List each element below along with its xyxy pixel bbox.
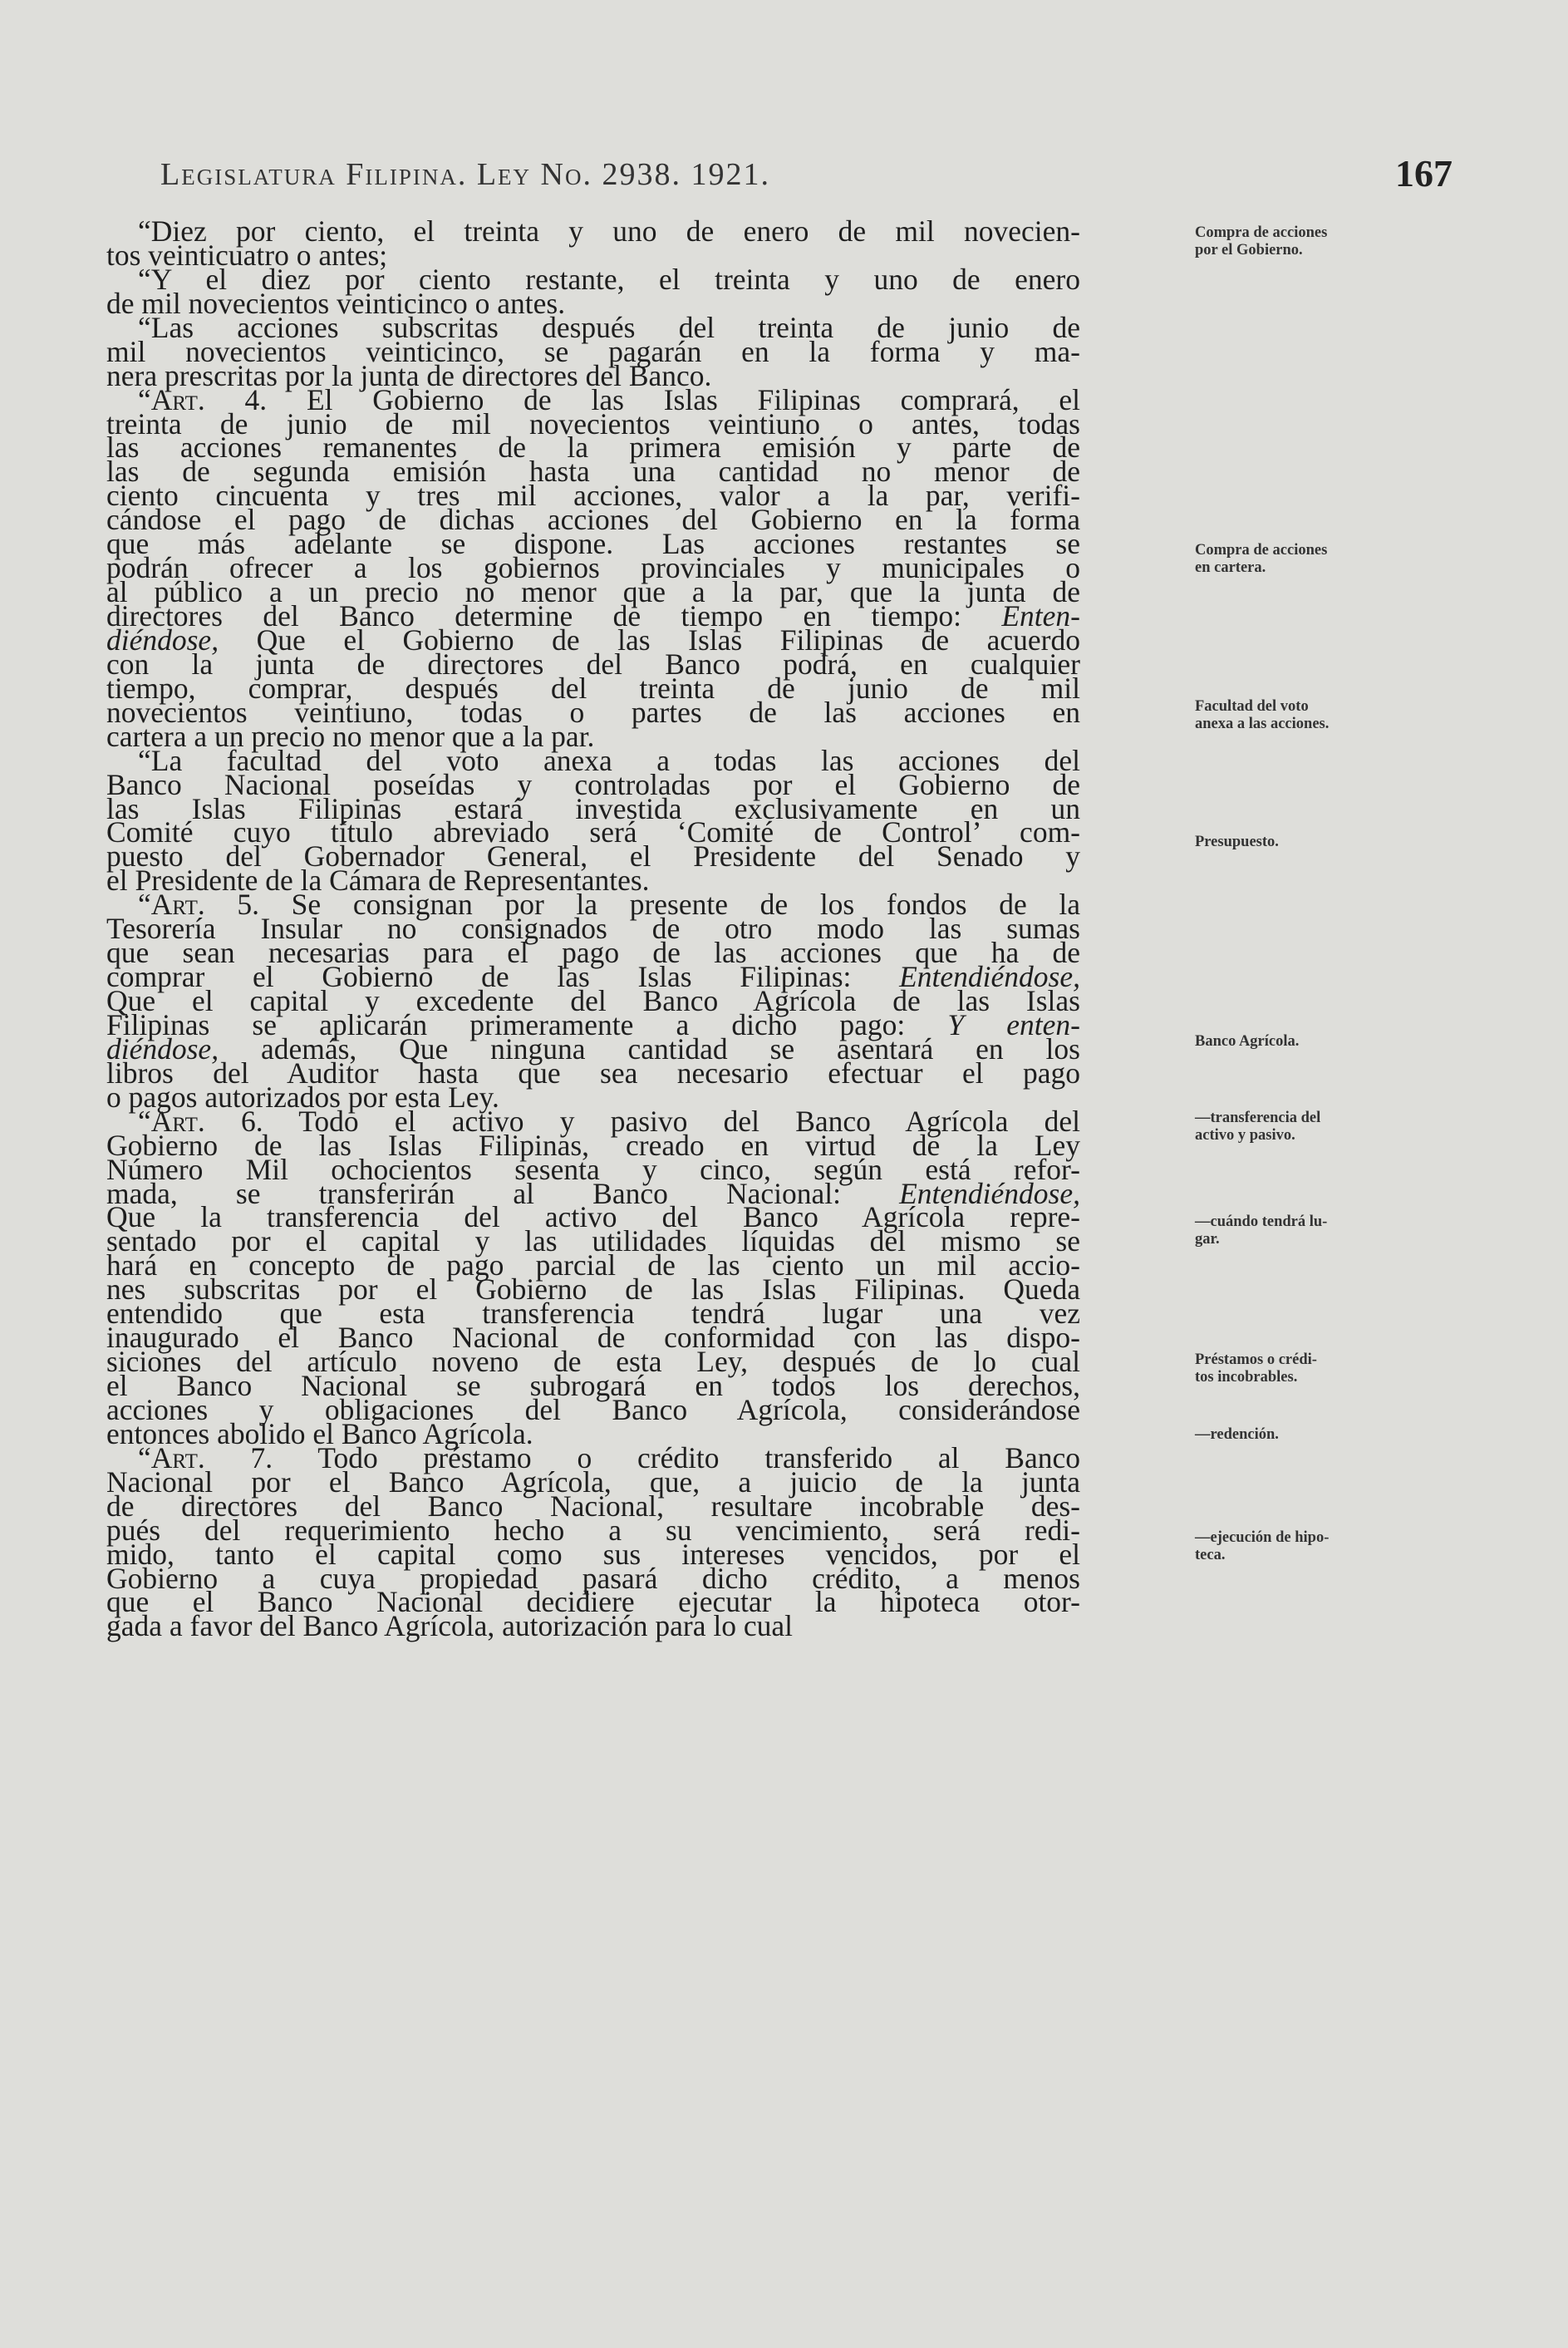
margin-note-line: Compra de acciones	[1195, 542, 1328, 559]
text-line: Que la transferencia del activo del Banco Agrícola repre-	[106, 1200, 1080, 1234]
margin-note-line: Préstamos o crédi-	[1195, 1351, 1317, 1368]
margin-note	[1195, 834, 1436, 851]
text-line: que más adelante se dispone. Las acciones restantes se	[106, 527, 1080, 561]
text-line: comprar el Gobierno de las Islas Filipinas: Entendiéndose,	[106, 960, 1080, 994]
text-line: gada a favor del Banco Agrícola, autorización para lo cual	[106, 1609, 793, 1643]
text-line: acciones y obligaciones del Banco Agrícola, considerándose	[106, 1392, 1080, 1426]
margin-note-line: —cuándo tendrá lu-	[1195, 1213, 1328, 1230]
margin-note-line: Compra de acciones	[1195, 224, 1328, 241]
margin-note-line: gar.	[1195, 1231, 1220, 1248]
margin-note	[1195, 1426, 1436, 1444]
text-line: que el Banco Nacional decidiere ejecutar la hipoteca otor-	[106, 1585, 1080, 1619]
text-line: o pagos autorizados por esta Ley.	[106, 1080, 499, 1114]
body-text	[106, 214, 1330, 1643]
margin-note	[1195, 1110, 1436, 1144]
margin-note-line: por el Gobierno.	[1195, 242, 1303, 258]
text-line: “Art. 6. Todo el activo y pasivo del Banco Agrícola del	[138, 1104, 1080, 1138]
text-line: hará en concepto de pago parcial de las ciento un mil accio-	[106, 1248, 1080, 1282]
text-line: novecientos veintiuno, todas o partes de las acciones en	[106, 695, 1080, 729]
margin-note-line: teca.	[1195, 1547, 1226, 1563]
text-line: “Y el diez por ciento restante, el treinta y uno de enero	[138, 262, 1080, 296]
text-line: Número Mil ochocientos sesenta y cinco, según está refor-	[106, 1152, 1080, 1186]
margin-note	[1195, 1351, 1436, 1386]
text-line: Gobierno a cuya propiedad pasará dicho crédito, a menos	[106, 1561, 1080, 1595]
text-line: siciones del artículo noveno de esta Ley, después de lo cual	[106, 1345, 1080, 1379]
text-line: nes subscritas por el Gobierno de las Islas Filipinas. Queda	[106, 1272, 1080, 1307]
text-line: al público a un precio no menor que a la par, que la junta de	[106, 575, 1080, 609]
margin-note	[1195, 1529, 1436, 1564]
text-line: diéndose, además, Que ninguna cantidad se asentará en los	[106, 1031, 1080, 1066]
text-line: el Banco Nacional se subrogará en todos los derechos,	[106, 1369, 1080, 1402]
margin-note	[1195, 698, 1436, 733]
margin-note-line: Facultad del voto	[1195, 698, 1309, 715]
text-line: Tesorería Insular no consignados de otro modo las sumas	[106, 912, 1080, 946]
page-header	[160, 152, 1452, 203]
text-line: las de segunda emisión hasta una cantidad no menor de	[106, 455, 1080, 489]
text-line: el Presidente de la Cámara de Representantes.	[106, 864, 650, 898]
margin-note	[1195, 542, 1436, 577]
page-number: 167	[1395, 152, 1452, 194]
text-line: con la junta de directores del Banco podrá, en cualquier	[106, 647, 1080, 681]
margin-note	[1195, 1033, 1436, 1051]
text-line: Filipinas se aplicarán primeramente a dicho pago: Y enten-	[106, 1007, 1080, 1041]
text-line: tos veinticuatro o antes;	[106, 238, 388, 272]
text-line: “Art. 5. Se consignan por la presente de los fondos de la	[138, 888, 1080, 922]
text-line: las acciones remanentes de la primera emisión y parte de	[106, 431, 1080, 465]
text-line: cándose el pago de dichas acciones del Gobierno en la forma	[106, 503, 1080, 537]
text-line: podrán ofrecer a los gobiernos provinciales y municipales o	[106, 551, 1080, 585]
text-line: nera prescritas por la junta de directores del Banco.	[106, 358, 712, 392]
text-line: que sean necesarias para el pago de las acciones que ha de	[106, 936, 1080, 970]
text-line: “Art. 7. Todo préstamo o crédito transferido al Banco	[138, 1440, 1080, 1474]
text-line: mada, se transferirán al Banco Nacional: Entendiéndose,	[106, 1176, 1080, 1210]
text-line: puesto del Gobernador General, el Presidente del Senado y	[106, 839, 1080, 874]
text-line: directores del Banco determine de tiempo en tiempo: Enten-	[106, 599, 1080, 633]
margin-note-line: activo y pasivo.	[1195, 1127, 1295, 1144]
text-line: Nacional por el Banco Agrícola, que, a juicio de la junta	[106, 1464, 1080, 1499]
text-line: Gobierno de las Islas Filipinas, creado en virtud de la Ley	[106, 1128, 1080, 1162]
text-line: “Diez por ciento, el treinta y uno de enero de mil novecien-	[138, 214, 1080, 248]
text-line: Comité cuyo título abreviado será ‘Comité de Control’ com-	[106, 815, 1080, 849]
margin-note-line: anexa a las acciones.	[1195, 716, 1330, 732]
margin-note-line: Banco Agrícola.	[1195, 1033, 1300, 1050]
text-line: “Las acciones subscritas después del treinta de junio de	[138, 310, 1080, 344]
text-line: mil novecientos veinticinco, se pagarán en la forma y ma-	[106, 334, 1080, 368]
text-line: Banco Nacional poseídas y controladas por el Gobierno de	[106, 767, 1080, 801]
text-line: de directores del Banco Nacional, resultare incobrable des-	[106, 1489, 1080, 1523]
margin-note	[1195, 1213, 1436, 1248]
text-line: libros del Auditor hasta que sea necesario efectuar el pago	[106, 1056, 1080, 1090]
margin-note-line: en cartera.	[1195, 559, 1266, 576]
margin-note	[1195, 224, 1436, 259]
text-line: inaugurado el Banco Nacional de conformidad con las dispo-	[106, 1321, 1080, 1355]
margin-note-line: tos incobrables.	[1195, 1369, 1298, 1386]
text-line: “Art. 4. El Gobierno de las Islas Filipinas comprará, el	[138, 382, 1080, 416]
margin-note-line: —redención.	[1195, 1426, 1279, 1443]
text-line: sentado por el capital y las utilidades líquidas del mismo se	[106, 1224, 1080, 1258]
margin-note-line: —ejecución de hipo-	[1195, 1529, 1330, 1546]
text-line: Que el capital y excedente del Banco Agrícola de las Islas	[106, 984, 1080, 1017]
text-line: entendido que esta transferencia tendrá lugar una vez	[106, 1297, 1080, 1331]
running-head: Legislatura Filipina. Ley No. 2938. 1921.	[160, 157, 770, 192]
text-line: cartera a un precio no menor que a la par.	[106, 719, 595, 753]
text-line: de mil novecientos veinticinco o antes.	[106, 286, 566, 320]
text-line: ciento cincuenta y tres mil acciones, valor a la par, verifi-	[106, 479, 1080, 513]
text-line: treinta de junio de mil novecientos veintiuno o antes, todas	[106, 406, 1080, 441]
text-line: las Islas Filipinas estará investida exclusivamente en un	[106, 791, 1080, 825]
text-line: entonces abolido el Banco Agrícola.	[106, 1416, 533, 1450]
text-line: mido, tanto el capital como sus intereses vencidos, por el	[106, 1537, 1080, 1571]
text-line: tiempo, comprar, después del treinta de junio de mil	[106, 671, 1080, 705]
margin-note-line: Presupuesto.	[1195, 834, 1279, 850]
margin-note-line: —transferencia del	[1195, 1110, 1321, 1126]
text-line: pués del requerimiento hecho a su vencimiento, será redi-	[106, 1513, 1080, 1547]
text-line: diéndose, Que el Gobierno de las Islas Filipinas de acuerdo	[106, 623, 1080, 657]
text-line: “La facultad del voto anexa a todas las acciones del	[138, 743, 1080, 777]
